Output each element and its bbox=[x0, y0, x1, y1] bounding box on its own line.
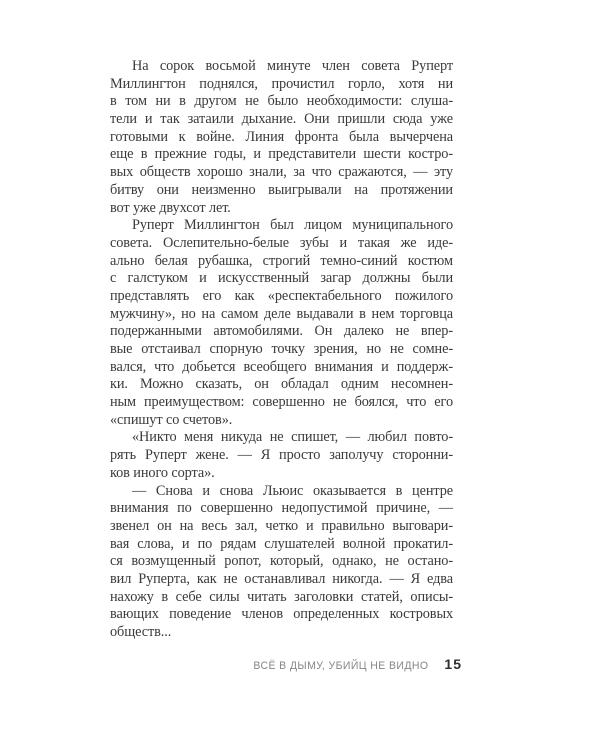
text-line: «спишут со счетов». bbox=[110, 411, 233, 428]
text-line: вил Руперта, как не останавливал никогда. — Я едва bbox=[110, 570, 453, 587]
text-line: Миллингтон поднялся, прочистил горло, хотя ни bbox=[110, 75, 453, 92]
text-line: ся возмущенный ропот, который, однако, не остано- bbox=[110, 553, 453, 570]
page-footer bbox=[253, 656, 462, 672]
text-line: совета. Ослепительно-белые зубы и такая же иде- bbox=[110, 234, 453, 251]
paragraph bbox=[110, 58, 453, 217]
text-line: тели и так затаили дыхание. Они пришли сюда уже bbox=[110, 111, 453, 128]
text-line: Руперт Миллингтон был лицом муниципального bbox=[132, 217, 453, 234]
text-line: битву они неизменно выигрывали на протяжении bbox=[110, 181, 453, 198]
text-line: внимания по совершенно недопустимой причине, — bbox=[110, 500, 453, 517]
text-line: — Снова и снова Льюис оказывается в центре bbox=[132, 482, 453, 499]
text-line: подержанными автомобилями. Он далеко не впер- bbox=[110, 323, 453, 340]
text-line: в том ни в другом не было необходимости: слуша- bbox=[110, 93, 453, 110]
text-line: звенел он на весь зал, четко и правильно выговари- bbox=[110, 517, 453, 534]
text-line: «Никто меня никуда не спишет, — любил повто- bbox=[132, 429, 453, 446]
running-title: ВСЁ В ДЫМУ, УБИЙЦ НЕ ВИДНО bbox=[253, 659, 429, 673]
text-line: представлять его как «респектабельного пожилого bbox=[110, 287, 453, 304]
paragraph bbox=[110, 483, 453, 642]
text-line: вался, что добьется всеобщего внимания и поддерж- bbox=[110, 358, 453, 375]
text-line: ально белая рубашка, строгий темно-синий костюм bbox=[110, 252, 453, 269]
text-line: мужчину», но на самом деле выдавали в нем торговца bbox=[110, 305, 453, 322]
text-line: еще в прежние годы, и представители шести костро- bbox=[110, 146, 453, 163]
text-line: обществ... bbox=[110, 624, 172, 640]
text-line: вая слова, и по рядам слушателей волной прокатил- bbox=[110, 535, 453, 552]
text-line: рять Руперт жене. — Я просто заполучу сторонни- bbox=[110, 447, 453, 464]
text-line: вых обществ хорошо знали, за что сражаются, — эту bbox=[110, 164, 453, 181]
text-line: с галстуком и искусственный загар должны были bbox=[110, 270, 453, 287]
text-line: вот уже двухсот лет. bbox=[110, 199, 231, 216]
paragraph bbox=[110, 217, 453, 429]
page-number: 15 bbox=[444, 656, 462, 672]
text-line: ков иного сорта». bbox=[110, 464, 215, 481]
text-line: вающих поведение членов определенных костровых bbox=[110, 606, 453, 623]
paragraph bbox=[110, 429, 453, 482]
text-line: ным преимуществом: совершенно не боялся, что его bbox=[110, 394, 453, 411]
text-line: вые отстаивал спорную точку зрения, но не сомне- bbox=[110, 341, 453, 357]
text-line: готовыми к войне. Линия фронта была вычерчена bbox=[110, 128, 453, 145]
text-line: нахожу в себе силы читать заголовки статей, описы- bbox=[110, 588, 453, 605]
text-block bbox=[110, 58, 453, 642]
text-line: На сорок восьмой минуте член совета Руперт bbox=[132, 58, 453, 74]
text-line: ки. Можно сказать, он обладал одним несомнен- bbox=[110, 376, 453, 393]
